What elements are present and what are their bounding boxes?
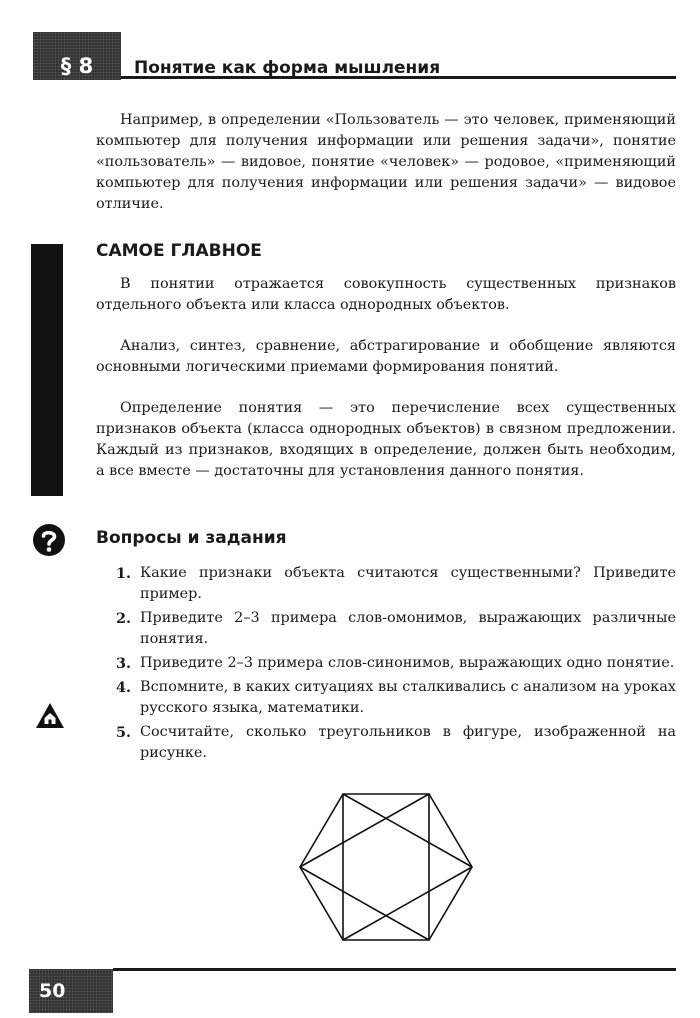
triangle-up — [343, 794, 472, 940]
summary-paragraph: Определение понятия — это перечисление всех существенных признаков объекта (класса однородных объектов) в связном предложении. Каждый из признаков, входящих в определение, должен быть необходим, а все вместе — достаточны для установления данного понятия. — [96, 400, 676, 479]
question-number: 4. — [116, 679, 132, 696]
questions-heading: Вопросы и задания — [96, 528, 287, 548]
summary-heading: САМОЕ ГЛАВНОЕ — [96, 241, 262, 261]
hexagon-outline — [300, 794, 472, 940]
hexagon-triangles-figure — [298, 790, 474, 944]
summary-paragraph: Анализ, синтез, сравнение, абстрагирование и обобщение являются основными логическими приемами формирования понятий. — [96, 338, 676, 375]
section-badge: § 8 — [33, 32, 121, 80]
chapter-title: Понятие как форма мышления — [134, 58, 441, 78]
home-task-icon — [35, 701, 65, 731]
summary-bar — [31, 244, 63, 496]
question-text: Какие признаки объекта считаются существенными? Приведите пример. — [140, 565, 676, 602]
questions-list — [96, 563, 676, 767]
question-number: 1. — [116, 565, 132, 582]
summary-paragraph: В понятии отражается совокупность существенных признаков отдельного объекта или класса однородных объектов. — [96, 276, 676, 313]
question-number: 5. — [116, 724, 132, 741]
intro-paragraph: Например, в определении «Пользователь — это человек, применяющий компьютер для получения информации или решения задачи», понятие «пользователь» — видовое, понятие «человек» — родовое, «применяющий компьютер для получения информации или решения задачи» — видовое отличие. — [96, 112, 676, 212]
page-number: 50 — [29, 969, 113, 1013]
list-item — [96, 608, 676, 650]
list-item — [96, 653, 676, 674]
list-item — [96, 677, 676, 719]
question-number: 2. — [116, 610, 132, 627]
question-number: 3. — [116, 655, 132, 672]
footer-rule — [113, 968, 676, 971]
question-text: Приведите 2–3 примера слов-синонимов, выражающих одно понятие. — [140, 655, 675, 671]
question-text: Сосчитайте, сколько треугольников в фигуре, изображенной на рисунке. — [140, 724, 676, 761]
question-text: Вспомните, в каких ситуациях вы сталкивались с анализом на уроках русского языка, математики. — [140, 679, 676, 716]
list-item — [96, 722, 676, 764]
list-item — [96, 563, 676, 605]
question-text: Приведите 2–3 примера слов-омонимов, выражающих различные понятия. — [140, 610, 676, 647]
triangle-down — [300, 794, 429, 940]
question-mark-icon — [32, 523, 66, 557]
